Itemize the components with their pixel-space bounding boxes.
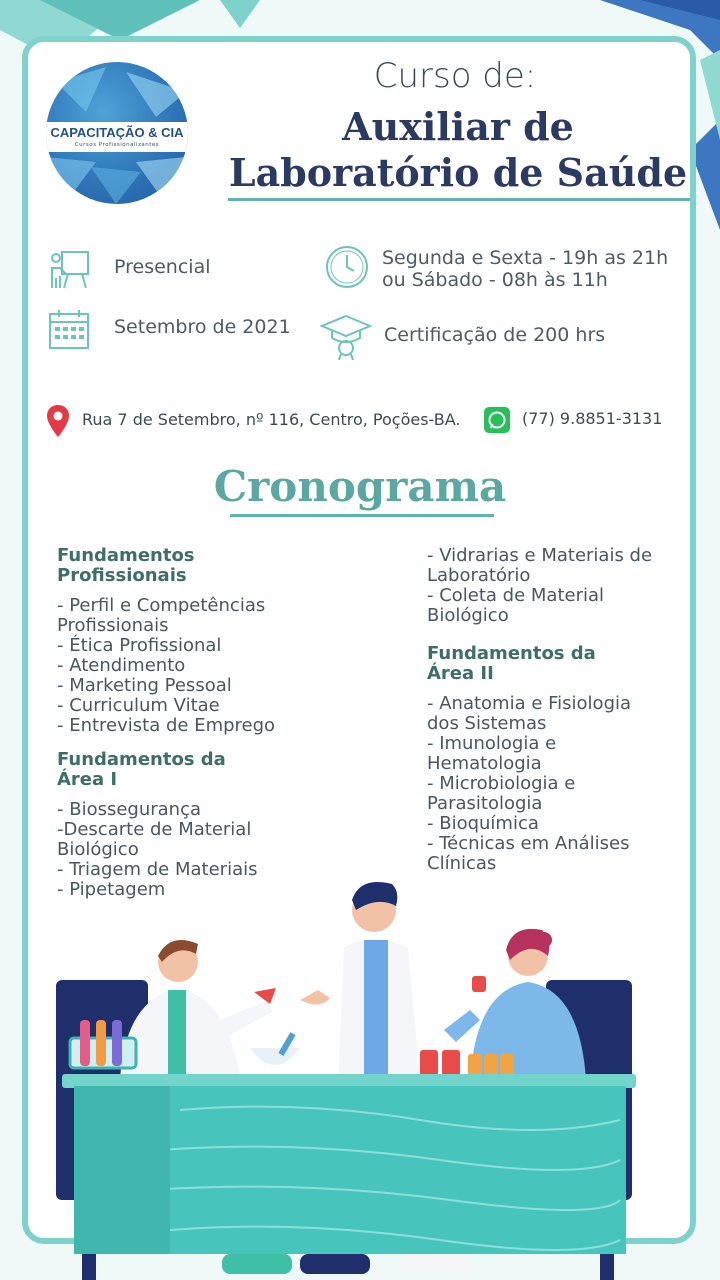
list-item: - Atendimento	[57, 655, 186, 676]
list-item: - Entrevista de Emprego	[57, 715, 276, 736]
logo-name: CAPACITAÇÃO & CIA	[50, 125, 184, 140]
section-title-line: Fundamentos	[57, 545, 195, 566]
schedule-divider	[230, 514, 494, 517]
list-item: Biológico	[427, 605, 509, 626]
phone-text[interactable]: (77) 9.8851-3131	[522, 409, 663, 428]
list-item: Laboratório	[427, 565, 531, 586]
section-title	[57, 750, 337, 790]
company-logo	[46, 62, 188, 204]
whatsapp-icon	[484, 407, 510, 433]
list-item: - Coleta de Material	[427, 585, 605, 606]
list-item: - Microbiologia e	[427, 773, 576, 794]
list-item: - Biossegurança	[57, 799, 202, 820]
section-title-line: Fundamentos da	[57, 749, 226, 770]
list-item: - Perfil e Competências	[57, 595, 266, 616]
list-item: - Pipetagem	[57, 879, 166, 900]
section-title-line: Área I	[57, 769, 118, 790]
schedule-text	[382, 247, 668, 291]
list-item: Clínicas	[427, 853, 497, 874]
logo-subtitle: Cursos Profissionalizantes	[74, 142, 160, 148]
modality-text: Presencial	[114, 256, 211, 278]
section-title-line: Fundamentos da	[427, 643, 596, 664]
list-item: - Vidrarias e Materiais de	[427, 545, 653, 566]
lab-illustration	[0, 870, 720, 1280]
section-title-line: Profissionais	[57, 565, 187, 586]
list-item: Parasitologia	[427, 793, 543, 814]
course-title	[228, 104, 688, 196]
certification-text: Certificação de 200 hrs	[384, 324, 606, 346]
list-item: Hematologia	[427, 753, 542, 774]
section-title	[427, 644, 707, 684]
address-text: Rua 7 de Setembro, nº 116, Centro, Poções-BA.	[82, 410, 461, 429]
list-item: - Curriculum Vitae	[57, 695, 220, 716]
list-item: - Ética Profissional	[57, 635, 222, 656]
list-item: - Marketing Pessoal	[57, 675, 232, 696]
title-divider	[228, 198, 690, 201]
course-title-line2: Laboratório de Saúde	[228, 150, 688, 195]
schedule-heading: Cronograma	[213, 462, 507, 511]
list-item: - Imunologia e	[427, 733, 557, 754]
schedule-left-column	[57, 546, 337, 900]
section-title-line: Área II	[427, 663, 494, 684]
start-date-text: Setembro de 2021	[114, 316, 291, 338]
course-title-line1: Auxiliar de	[342, 104, 574, 149]
list-item: - Anatomia e Fisiologia	[427, 693, 632, 714]
certificate-icon	[320, 312, 372, 360]
presentation-icon	[48, 248, 92, 292]
list-item: - Triagem de Materiais	[57, 859, 258, 880]
list-item: dos Sistemas	[427, 713, 547, 734]
clock-icon	[324, 244, 370, 290]
list-item: - Bioquímica	[427, 813, 539, 834]
list-item: -Descarte de Material	[57, 819, 252, 840]
course-prefix: Curso de:	[373, 56, 537, 96]
schedule-line2: ou Sábado - 08h às 11h	[382, 269, 608, 291]
location-pin-icon	[46, 404, 70, 438]
calendar-icon	[48, 308, 90, 350]
schedule-right-column	[427, 546, 707, 874]
list-item: - Técnicas em Análises	[427, 833, 630, 854]
list-item: Biológico	[57, 839, 139, 860]
list-item: Profissionais	[57, 615, 169, 636]
section-title	[57, 546, 337, 586]
schedule-line1: Segunda e Sexta - 19h as 21h	[382, 247, 669, 269]
